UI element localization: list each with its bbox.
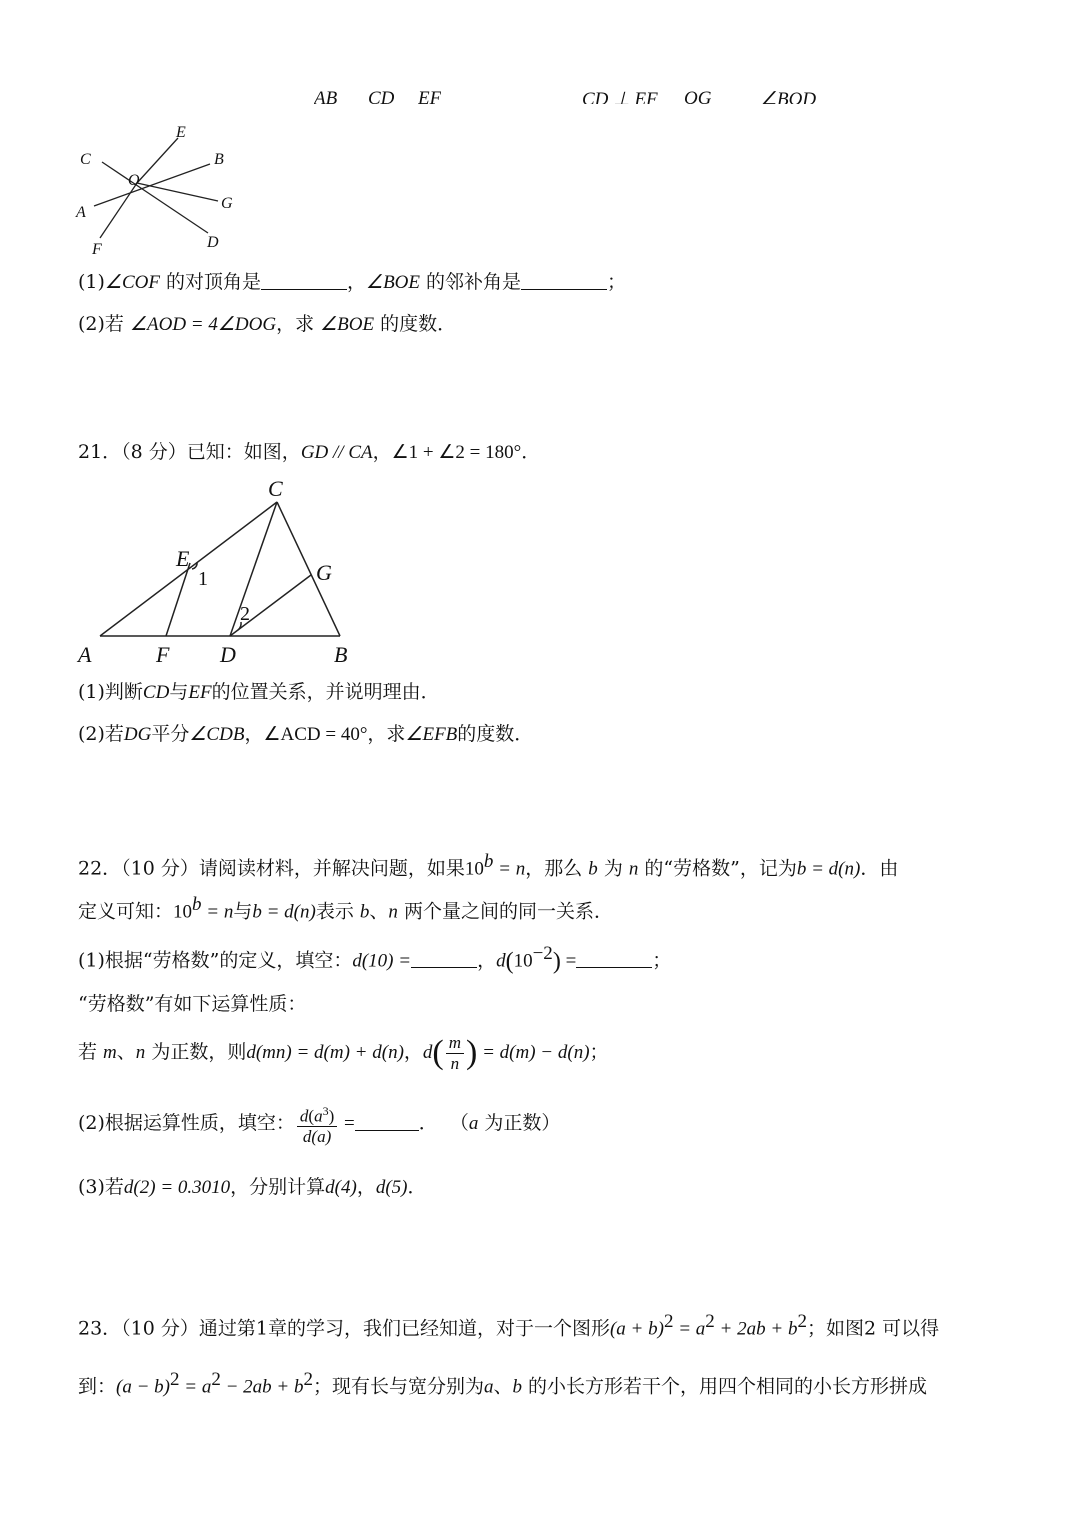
figure-intersecting-lines [70, 118, 250, 263]
label-c: C [268, 476, 283, 501]
q22-property-heading: “劳格数”有如下运算性质： [78, 993, 307, 1015]
label-g: G [221, 195, 233, 212]
cutoff-text-angle-bod: ∠BOD [760, 89, 817, 104]
label-f: F [156, 642, 170, 667]
q20-part1: (1)∠COF 的对顶角是 ，∠BOE 的邻补角是 ； [78, 271, 627, 293]
q23-line1: 23．（10 分）通过第1章的学习，我们已经知道，对于一个图形$(a + b)^2 = a^2 + 2ab + b^2$；如图2 可以得 [78, 1311, 940, 1340]
fraction-d-a3-over-d-a: $\frac{d(a^3)}{d(a)}$ [297, 1101, 337, 1148]
q22-line1: 22．（10 分）请阅读材料，并解决问题，如果$10^b = n$，那么 b 为 n 的“劳格数”，记为b = d(n)．由 [78, 851, 899, 880]
cutoff-text-ab: AB [314, 88, 338, 104]
cutoff-text-ef: EF [418, 88, 442, 104]
label-angle-2: 2 [240, 603, 250, 625]
answer-blank[interactable] [411, 949, 477, 968]
cutoff-text-cd-perp-ef: CD ⊥ EF [582, 89, 658, 104]
label-g: G [316, 560, 332, 585]
label-a: A [78, 642, 92, 667]
label-b: B [334, 642, 348, 667]
label-angle-1: 1 [198, 568, 208, 590]
q21-part2: (2)若DG平分∠CDB，∠ACD = 40°，求∠EFB的度数． [78, 723, 534, 745]
cutoff-text-cd: CD [368, 88, 395, 104]
q22-property-formula: 若 m、n 为正数，则d(mn) = d(m) + d(n)，d( $\frac{m}{n}$ ) = d(m) − d(n)； [78, 1032, 609, 1073]
line-ab [94, 164, 210, 206]
segment-ef [166, 563, 190, 636]
q22-part2: (2)根据运算性质，填空： $\frac{d(a^3)}{d(a)}$ = ． （a 为正数） [78, 1098, 560, 1149]
label-b: B [214, 151, 224, 168]
label-e: E [176, 124, 186, 141]
label-e: E [176, 546, 190, 571]
q22-line2: 定义可知：$10^b = n$与b = d(n)表示 b、n 两个量之间的同一关系． [78, 894, 613, 923]
q22-part1: (1)根据“劳格数”的定义，填空：d(10) = ，$d(10^{-2})$ = ； [78, 943, 672, 975]
q20-part2: (2)若 ∠AOD = 4∠DOG，求 ∠BOE 的度数． [78, 313, 457, 335]
label-a: A [76, 204, 86, 221]
figure-triangle [70, 470, 370, 670]
label-f: F [92, 241, 102, 258]
label-o: O [128, 172, 140, 189]
fraction-m-over-n: $\frac{m}{n}$ [446, 1033, 464, 1074]
ray-og [137, 183, 218, 201]
ray-of [100, 183, 137, 238]
q22-part3: (3)若d(2) = 0.3010，分别计算d(4)，d(5)． [78, 1176, 427, 1198]
ray-oe [137, 138, 178, 183]
cutoff-text-og: OG [684, 88, 712, 104]
label-d: D [220, 642, 236, 667]
label-c: C [80, 151, 91, 168]
q23-line2: 到：$(a - b)^2 = a^2 - 2ab + b^2$；现有长与宽分别为a、b 的小长方形若干个，用四个相同的小长方形拼成 [78, 1369, 928, 1398]
q21-stem: 21．（8 分）已知：如图，GD // CA，∠1 + ∠2 = 180°． [78, 441, 541, 463]
label-d: D [207, 234, 219, 251]
answer-blank[interactable] [355, 1112, 419, 1131]
q21-part1: (1)判断CD与EF的位置关系，并说明理由． [78, 681, 440, 703]
segment-cd [230, 502, 277, 636]
answer-blank[interactable] [576, 949, 652, 968]
answer-blank[interactable] [521, 271, 607, 290]
answer-blank[interactable] [261, 271, 347, 290]
